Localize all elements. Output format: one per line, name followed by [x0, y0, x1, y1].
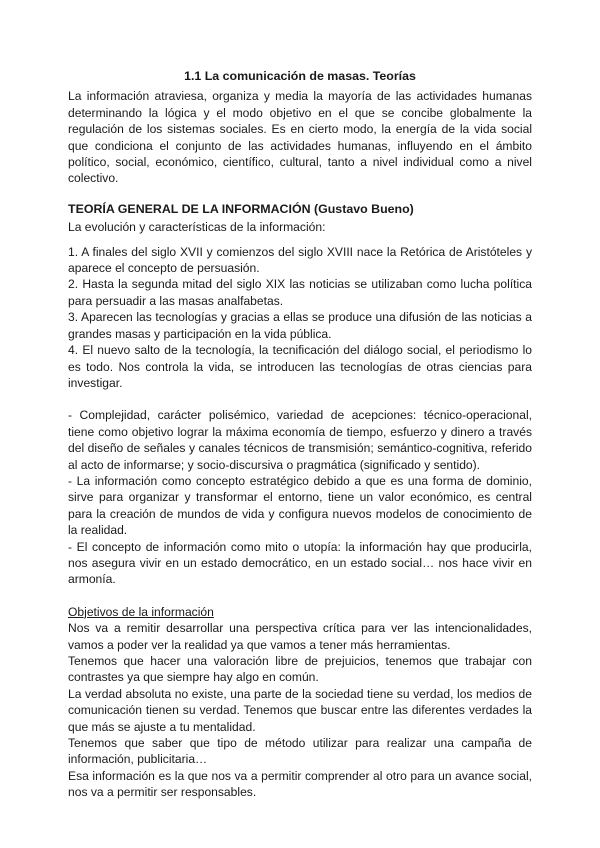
page-title: 1.1 La comunicación de masas. Teorías: [184, 69, 416, 83]
list-item: 2. Hasta la segunda mitad del siglo XIX las noticias se utilizaban como lucha política para persuadir a las masas analfabetas.: [68, 277, 532, 308]
list-item: 4. El nuevo salto de la tecnología, la tecnificación del diálogo social, el periodismo lo es todo. Nos controla la vida, se introducen las tecnologías de otras ciencias para investigar.: [68, 343, 532, 390]
paragraph: La verdad absoluta no existe, una parte de la sociedad tiene su verdad, los medios de comunicación tienen su verdad. Tenemos que buscar entre las diferentes verdades la que más se ajuste a tu mentalidad.: [68, 686, 532, 734]
section-heading-objetivos: Objetivos de la información: [68, 604, 214, 619]
numbered-list: [68, 244, 532, 392]
paragraph: Nos va a remitir desarrollar una perspectiva crítica para ver las intencionalidades, vamos a poder ver la realidad ya que vamos a tener más herramientas.: [68, 621, 532, 652]
paragraph: Tenemos que saber que tipo de método utilizar para realizar una campaña de información, publicitaria…: [68, 736, 532, 767]
list-item: - Complejidad, carácter polisémico, variedad de acepciones: técnico-operacional, tiene como objetivo lograr la máxima economía de tiempo, esfuerzo y dinero a través del diseño de señales y canales técnicos de transmisión; semántico-cognitiva, referido al acto de informarse; y socio-discursiva o pragmática (significado y sentido).: [68, 408, 532, 472]
section-heading-teoria: TEORÍA GENERAL DE LA INFORMACIÓN (Gustavo Bueno): [68, 201, 414, 216]
list-item: 1. A finales del siglo XVII y comienzos del siglo XVIII nace la Retórica de Aristóteles y aparece el concepto de persuasión.: [68, 244, 532, 276]
section-lead: La evolución y características de la información:: [68, 220, 326, 235]
intro-paragraph: La información atraviesa, organiza y media la mayoría de las actividades humanas determinando la lógica y el modo objetivo en el que se concibe globalmente la regulación de los sistemas sociales. Es en cierto modo, la energía de la vida social que condiciona el conjunto de las actividades humanas, influyendo en el ámbito político, social, económico, científico, cultural, tanto a nivel individual como a nivel colectivo.: [68, 89, 532, 186]
paragraph: Tenemos que hacer una valoración libre de prejuicios, tenemos que trabajar con contrastes ya que siempre hay algo en común.: [68, 654, 532, 685]
objetivos-body: [68, 620, 532, 800]
document-page: [68, 68, 532, 801]
list-item: - La información como concepto estratégico debido a que es una forma de dominio, sirve para organizar y transformar el entorno, tiene un valor económico, es central para la creación de mundos de vida y configura nuevos modelos de conocimiento de la realidad.: [68, 473, 532, 538]
dashed-list: [68, 407, 532, 587]
list-item: 3. Aparecen las tecnologías y gracias a ellas se produce una difusión de las noticias a grandes masas y participación en la vida pública.: [68, 310, 532, 341]
paragraph: Esa información es la que nos va a permitir comprender al otro para un avance social, nos va a permitir ser responsables.: [68, 768, 532, 800]
list-item: - El concepto de información como mito o utopía: la información hay que producirla, nos asegura vivir en un estado democrático, en un estado social… nos hace vivir en armonía.: [68, 539, 532, 587]
